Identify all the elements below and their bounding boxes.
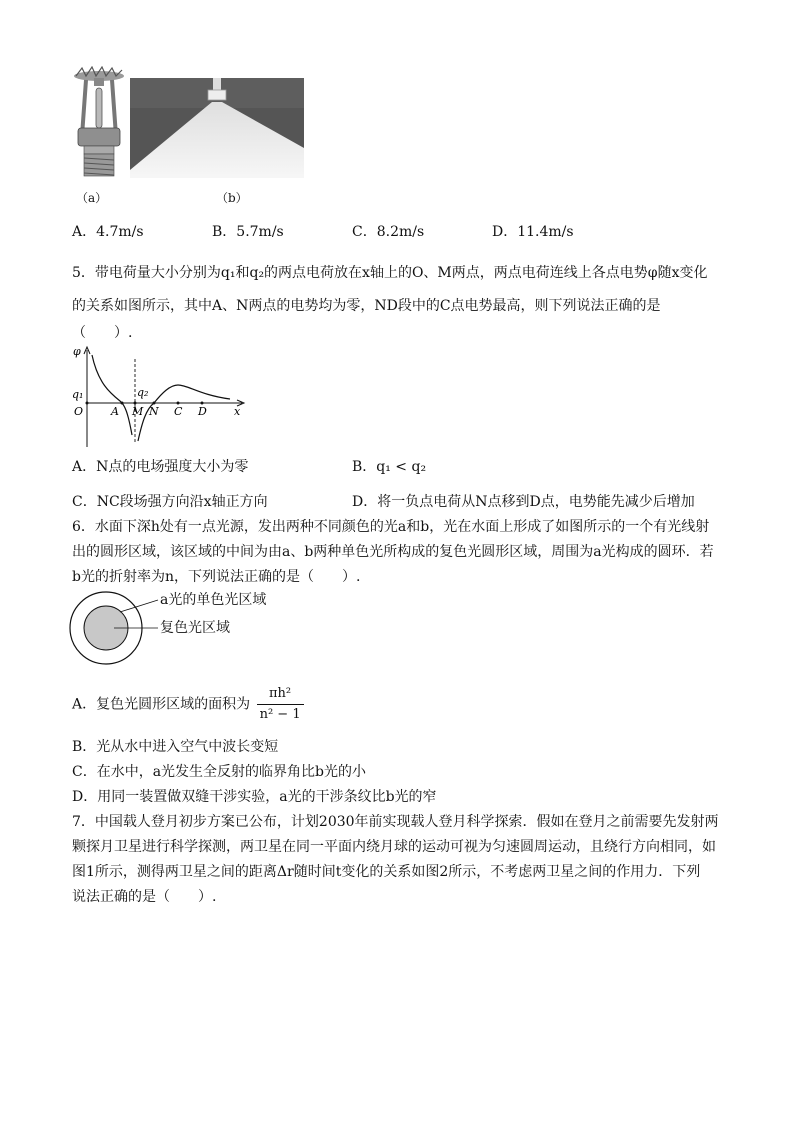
q5-option-c: C．NC段场强方向沿x轴正方向 [72, 494, 268, 510]
caption-b: （b） [216, 191, 248, 205]
q4-option-c: C．8.2m/s [352, 224, 425, 240]
q6-option-d: D．用同一装置做双缝干涉实验，a光的干涉条纹比b光的窄 [72, 789, 437, 805]
q6-option-b: B．光从水中进入空气中波长变短 [72, 739, 279, 755]
q5-option-a: A．N点的电场强度大小为零 [72, 459, 249, 475]
graph-label-x: x [234, 405, 241, 418]
graph-label-o: O [74, 405, 84, 418]
q6-option-a-text: A．复色光圆形区域的面积为 [72, 696, 251, 713]
graph-label-c: C [174, 405, 183, 418]
q5-option-b: B．q₁ < q₂ [352, 459, 427, 475]
q6-stem-line-1: 6．水面下深h处有一点光源，发出两种不同颜色的光a和b，光在水面上形成了如图所示的一个有光线射 [72, 519, 710, 535]
q7-stem-line-1: 7．中国载人登月初步方案已公布，计划2030年前实现载人登月科学探索．假如在登月之前需要先发射两 [72, 814, 719, 830]
q4-option-a: A．4.7m/s [72, 224, 144, 240]
graph-label-n: N [149, 405, 159, 418]
potential-graph [70, 343, 250, 448]
q5-stem-line-1: 5．带电荷量大小分别为q₁和q₂的两点电荷放在x轴上的O、M两点，两点电荷连线上各点电势φ随x变化 [72, 265, 708, 281]
sprinkler-photo-a [72, 66, 126, 178]
graph-label-d: D [198, 405, 207, 418]
q5-stem-line-3: （ ）. [72, 325, 133, 341]
graph-label-q2: q₂ [137, 386, 149, 399]
q6-option-c: C．在水中，a光发生全反射的临界角比b光的小 [72, 764, 367, 780]
fraction-denominator: n² − 1 [259, 707, 301, 722]
caption-a: （a） [76, 191, 108, 205]
q7-stem-line-4: 说法正确的是（ ）. [72, 889, 217, 905]
area-fraction [257, 684, 304, 725]
q5-stem-line-2: 的关系如图所示，其中A、N两点的电势均为零，ND段中的C点电势最高，则下列说法正确的是 [72, 298, 661, 314]
graph-label-a: A [111, 405, 119, 418]
graph-label-m: M [132, 405, 144, 418]
q5-option-d: D．将一负点电荷从N点移到D点，电势能先减少后增加 [352, 494, 695, 510]
graph-label-q1: q₁ [72, 388, 84, 401]
label-single-color-region: a光的单色光区域 [160, 592, 267, 608]
q4-option-d: D．11.4m/s [492, 224, 574, 240]
q6-stem-line-3: b光的折射率为n，下列说法正确的是（ ）. [72, 569, 361, 585]
fraction-numerator: πh² [257, 684, 304, 705]
sprinkler-photo-b [130, 78, 304, 178]
q4-option-b: B．5.7m/s [212, 224, 284, 240]
q7-stem-line-2: 颗探月卫星进行科学探测，两卫星在同一平面内绕月球的运动可视为匀速圆周运动，且绕行方向相同，如 [72, 839, 716, 855]
label-composite-region: 复色光区域 [160, 620, 230, 636]
graph-label-phi: φ [73, 345, 81, 358]
q6-stem-line-2: 出的圆形区域，该区域的中间为由a、b两种单色光所构成的复色光圆形区域，周围为a光构成的圆环．若 [72, 544, 714, 560]
q6-option-a [72, 684, 304, 725]
q7-stem-line-3: 图1所示，测得两卫星之间的距离Δr随时间t变化的关系如图2所示，不考虑两卫星之间的作用力．下列 [72, 864, 701, 880]
